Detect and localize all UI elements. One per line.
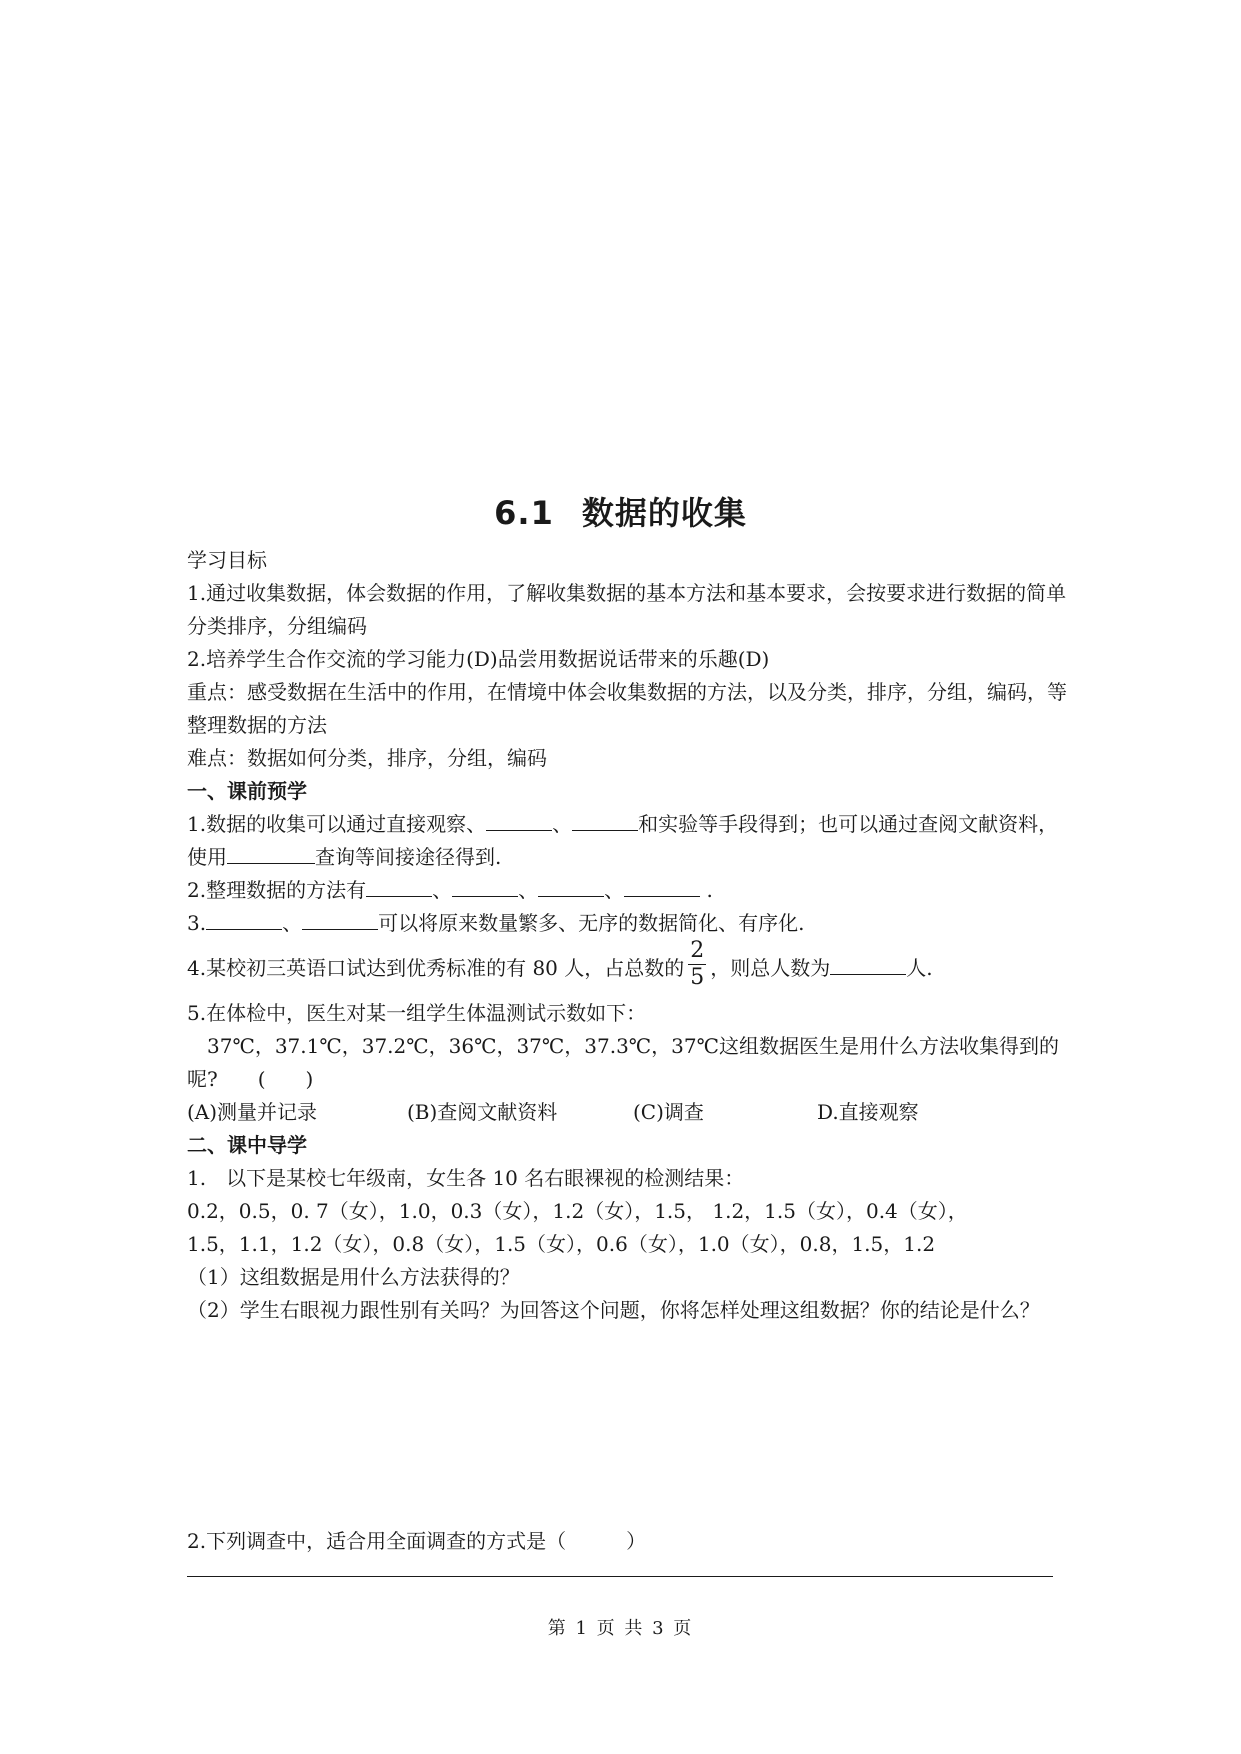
answer-blank[interactable]: [302, 909, 378, 930]
fraction-denominator: 5: [690, 965, 705, 990]
objective-1: 1.通过收集数据，体会数据的作用，了解收集数据的基本方法和基本要求，会按要求进行数据的简单分类排序，分组编码: [187, 581, 1067, 638]
answer-space: [187, 1327, 1067, 1525]
answer-blank[interactable]: [366, 876, 432, 897]
sub-question-2: （2）学生右眼视力跟性别有关吗？为回答这个问题，你将怎样处理这组数据？你的结论是什么？: [187, 1298, 1040, 1322]
answer-blank[interactable]: [830, 954, 906, 975]
difficulty-points: 难点：数据如何分类，排序，分组，编码: [187, 746, 547, 770]
preview-question-3: 3. 、 可以将原来数量繁多、无序的数据简化、有序化.: [187, 911, 805, 935]
page-title: [0, 488, 1241, 534]
page-footer: 第 1 页 共 3 页: [547, 1618, 694, 1639]
option-a[interactable]: (A)测量并记录: [187, 1100, 318, 1124]
content: [187, 544, 1067, 1558]
fraction: [688, 938, 706, 991]
answer-blank[interactable]: [486, 810, 552, 831]
preview-question-2: 2.整理数据的方法有 、 、 、 .: [187, 878, 713, 902]
answer-blank[interactable]: [572, 810, 638, 831]
preview-question-4: 4.某校初三英语口试达到优秀标准的有 80 人，占总数的 $\frac{2}{5}$ ，则总人数为 人.: [187, 938, 933, 990]
footer-divider: [187, 1576, 1053, 1577]
preview-question-1: 1.数据的收集可以通过直接观察、 、 和实验等手段得到；也可以通过查阅文献资料，使用 查询等间接途径得到.: [187, 812, 1059, 869]
option-b[interactable]: (B)查阅文献资料: [407, 1100, 558, 1124]
answer-blank[interactable]: [624, 876, 700, 897]
section2-heading: 二、课中导学: [187, 1133, 307, 1157]
key-points: 重点：感受数据在生活中的作用，在情境中体会收集数据的方法，以及分类，排序，分组，编码，等整理数据的方法: [187, 680, 1067, 737]
objectives-heading: 学习目标: [187, 548, 267, 572]
vision-data-line-1: 0.2，0.5，0. 7（女），1.0，0.3（女），1.2（女），1.5， 1.2，1.5（女），0.4（女），: [187, 1199, 968, 1223]
sub-question-1: （1）这组数据是用什么方法获得的？: [187, 1265, 520, 1289]
title-text: 数据的收集: [581, 494, 747, 532]
temperature-data: 37℃，37.1℃，37.2℃，36℃，37℃，37.3℃，37℃这组数据医生是用什么方法收集得到的呢? ( ): [187, 1034, 1060, 1091]
choice-options: [187, 1096, 1067, 1129]
objective-2: 2.培养学生合作交流的学习能力(D)品尝用数据说话带来的乐趣(D): [187, 647, 770, 671]
option-d[interactable]: D.直接观察: [817, 1100, 919, 1124]
vision-data-line-2: 1.5，1.1，1.2（女），0.8（女），1.5（女），0.6（女），1.0（女），0.8，1.5，1.2: [187, 1232, 936, 1256]
section1-heading: 一、课前预学: [187, 779, 307, 803]
fraction-numerator: 2: [690, 938, 705, 963]
answer-blank[interactable]: [206, 909, 282, 930]
option-c[interactable]: (C)调查: [633, 1100, 704, 1124]
guided-question-2: 2.下列调查中，适合用全面调查的方式是（ ）: [187, 1529, 647, 1553]
answer-blank[interactable]: [538, 876, 604, 897]
answer-blank[interactable]: [452, 876, 518, 897]
title-number: 6.1: [494, 494, 554, 532]
guided-question-1: 1. 以下是某校七年级南，女生各 10 名右眼裸视的检测结果：: [187, 1166, 745, 1190]
preview-question-5: 5.在体检中，医生对某一组学生体温测试示数如下：: [187, 1001, 647, 1025]
answer-blank[interactable]: [227, 843, 315, 864]
